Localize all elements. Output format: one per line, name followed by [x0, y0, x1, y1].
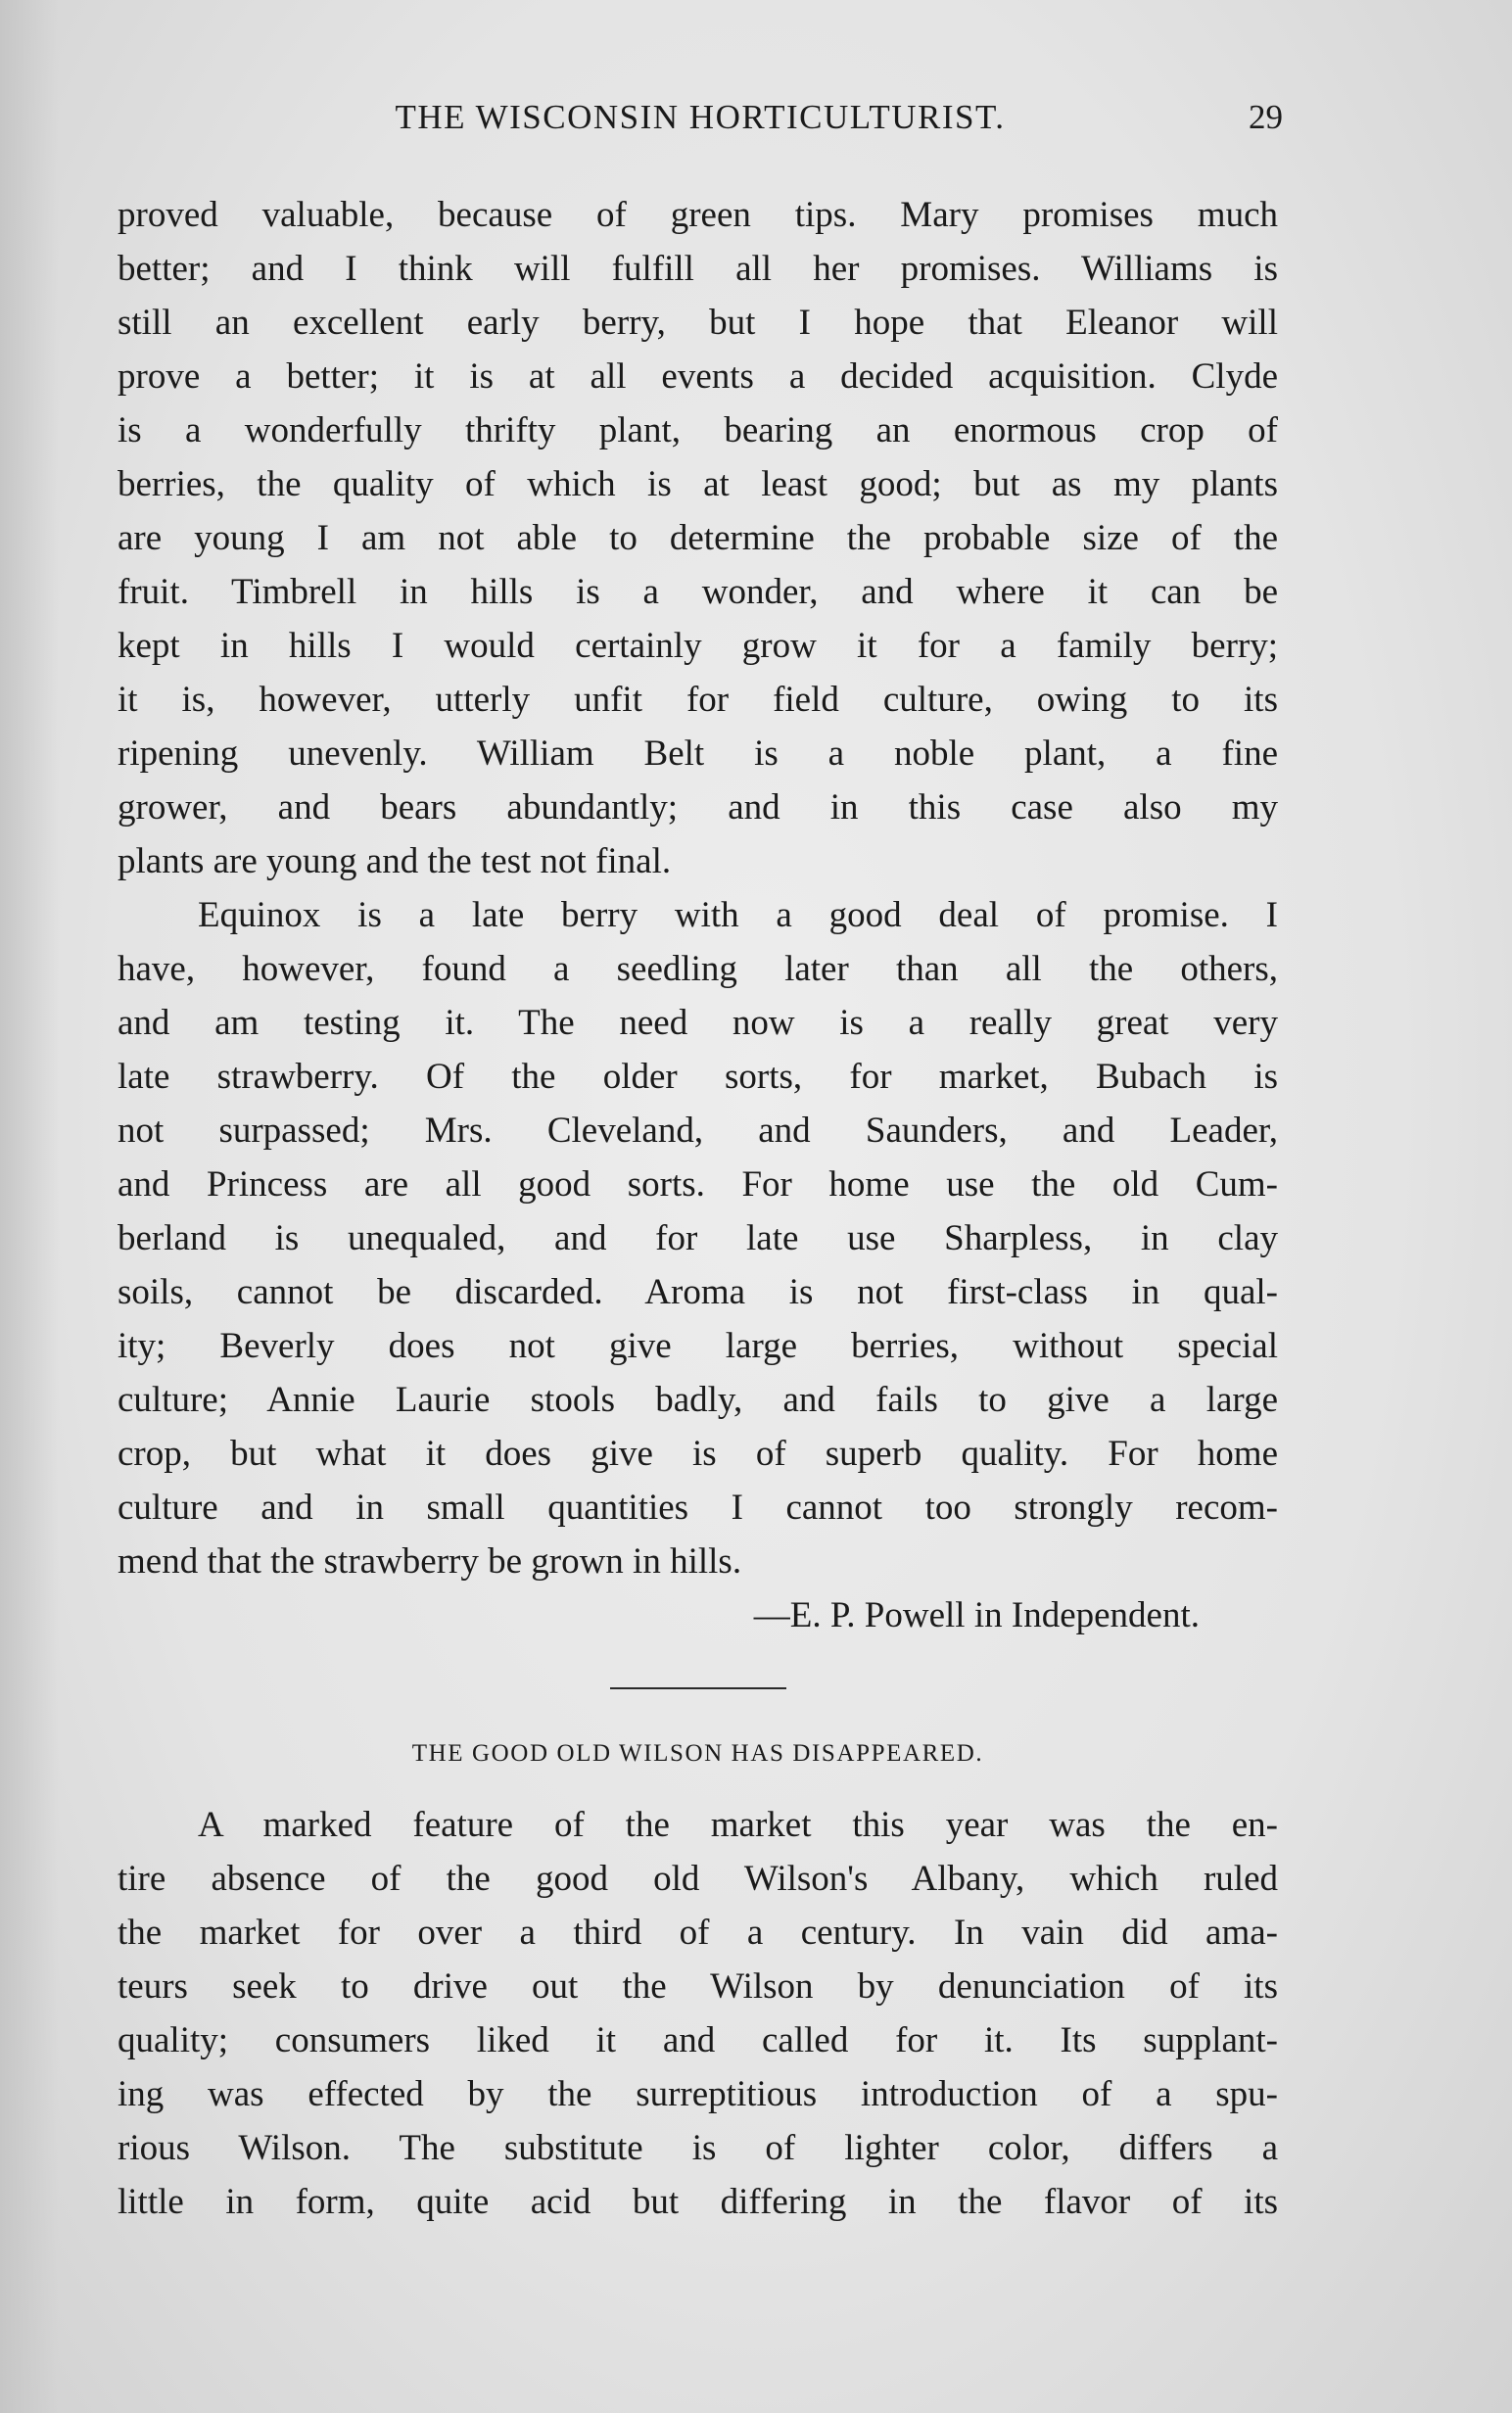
text-line: not surpassed; Mrs. Cleveland, and Saunders, and Leader, [118, 1111, 1278, 1151]
text-line: and Princess are all good sorts. For home use the old Cum- [118, 1164, 1278, 1205]
text-line: have, however, found a seedling later than all the others, [118, 949, 1278, 989]
text-line: ity; Beverly does not give large berries, without special [118, 1326, 1278, 1366]
text-line: better; and I think will fulfill all her promises. Williams is [118, 249, 1278, 289]
text-line: it is, however, utterly unfit for field culture, owing to its [118, 680, 1278, 720]
text-line: prove a better; it is at all events a decided acquisition. Clyde [118, 356, 1278, 397]
text-line: crop, but what it does give is of superb quality. For home [118, 1434, 1278, 1474]
body-text [118, 188, 1278, 2229]
text-line: fruit. Timbrell in hills is a wonder, and where it can be [118, 572, 1278, 612]
page-number: 29 [1249, 98, 1283, 136]
text-line: rious Wilson. The substitute is of lighter color, differs a [118, 2128, 1278, 2168]
text-line: Equinox is a late berry with a good deal of promise. I [198, 895, 1278, 935]
text-line: berland is unequaled, and for late use Sharpless, in clay [118, 1218, 1278, 1258]
running-title: THE WISCONSIN HORTICULTURIST. [395, 98, 1006, 136]
text-line: ing was effected by the surreptitious introduction of a spu- [118, 2074, 1278, 2114]
text-line: quality; consumers liked it and called for it. Its supplant- [118, 2020, 1278, 2060]
text-line: A marked feature of the market this year was the en- [198, 1805, 1278, 1845]
text-line: tire absence of the good old Wilson's Albany, which ruled [118, 1859, 1278, 1899]
text-line: the market for over a third of a century. In vain did ama- [118, 1913, 1278, 1953]
text-line: late strawberry. Of the older sorts, for market, Bubach is [118, 1057, 1278, 1097]
text-line: are young I am not able to determine the probable size of the [118, 518, 1278, 558]
text-line: mend that the strawberry be grown in hills. [118, 1541, 742, 1582]
text-line: plants are young and the test not final. [118, 841, 672, 881]
attribution: —E. P. Powell in Independent. [753, 1595, 1200, 1635]
paragraph-1 [118, 188, 1278, 888]
text-line: teurs seek to drive out the Wilson by denunciation of its [118, 1966, 1278, 2007]
text-line: is a wonderfully thrifty plant, bearing an enormous crop of [118, 410, 1278, 450]
text-line: kept in hills I would certainly grow it for a family berry; [118, 626, 1278, 666]
text-line: proved valuable, because of green tips. Mary promises much [118, 195, 1278, 235]
paragraph-2 [118, 888, 1278, 1588]
text-line: and am testing it. The need now is a really great very [118, 1003, 1278, 1043]
text-line: culture; Annie Laurie stools badly, and fails to give a large [118, 1380, 1278, 1420]
binding-shadow [0, 0, 59, 2413]
section-divider [610, 1687, 786, 1689]
paragraph-3 [118, 1798, 1278, 2229]
section-heading: THE GOOD OLD WILSON HAS DISAPPEARED. [411, 1740, 984, 1767]
text-line: grower, and bears abundantly; and in this case also my [118, 787, 1278, 828]
text-line: berries, the quality of which is at least good; but as my plants [118, 464, 1278, 504]
text-line: ripening unevenly. William Belt is a noble plant, a fine [118, 733, 1278, 774]
text-line: culture and in small quantities I cannot too strongly recom- [118, 1488, 1278, 1528]
text-line: still an excellent early berry, but I hope that Eleanor will [118, 303, 1278, 343]
text-line: little in form, quite acid but differing in the flavor of its [118, 2182, 1278, 2222]
page-header [118, 98, 1283, 157]
text-line: soils, cannot be discarded. Aroma is not first-class in qual- [118, 1272, 1278, 1312]
